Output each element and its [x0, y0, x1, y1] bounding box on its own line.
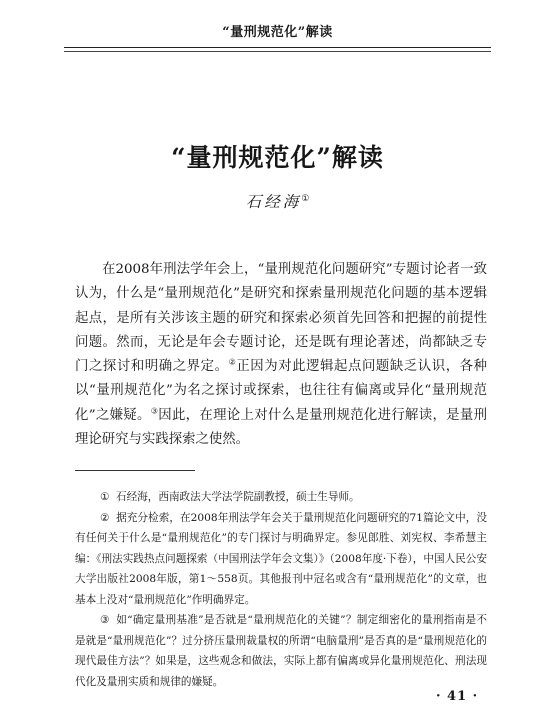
- author-line: [0, 190, 555, 212]
- footnote-1: [75, 487, 487, 508]
- article-title: “量刑规范化”解读: [171, 143, 384, 172]
- footnote-mark: ③: [100, 614, 110, 626]
- footnote-text: 如“确定量刑基准”是否就是“量刑规范化的关键”？制定细密化的量刑指南是不是就是“量刑规范化”？过分挤压量刑裁量权的所谓“电脑量刑”是否真的是“量刑规范化的现代最佳方法”？如果是，这些观念和做法，实际上都有偏离或异化量刑规范化、刑法现代化及量刑实质和规律的嫌疑。: [75, 614, 487, 688]
- footnote-mark: ②: [100, 511, 110, 524]
- body-text-part-2: 正因为对此逻辑起点问题缺乏认识，各种以“量刑规范化”为名之探讨或探索，也往往有偏离或异化“量刑规范化”之嫌疑。: [75, 359, 488, 423]
- footnote-separator: [75, 470, 195, 471]
- footnote-text: 石经海，西南政法大学法学院副教授，硕士生导师。: [116, 491, 360, 503]
- body-text-part-3: 因此，在理论上对什么是量刑规范化进行解读，是量刑理论研究与实践探索之使然。: [75, 407, 487, 448]
- footnote-2: [75, 508, 487, 611]
- footnote-ref-3: ③: [150, 406, 159, 416]
- footnotes: [75, 487, 487, 692]
- footnote-text: 据充分检索，在2008年刑法学年会关于量刑规范化问题研究的71篇论文中，没有任何关于什么是“量刑规范化”的专门探讨与明确界定。参见郎胜、刘宪权、李希慧主编：《刑法实践热点问题探索（中国刑法学年会文集）》（2008年度·下卷），中国人民公安大学出版社2008年版，第1～558页。其他报刊中冠名或含有“量刑规范化”的文章，也基本上没对“量刑规范化”作明确界定。: [75, 511, 487, 606]
- header-rule-thin: [64, 51, 491, 52]
- footnote-mark: ①: [100, 491, 110, 503]
- page-number: · 41 ·: [436, 689, 479, 704]
- footnote-3: [75, 610, 487, 692]
- header-rule-thick: [64, 47, 491, 48]
- body-text-part-1: 在2008年刑法学年会上，“量刑规范化问题研究”专题讨论者一致认为，什么是“量刑规范化”是研究和探索量刑规范化问题的基本逻辑起点，是所有关涉该主题的研究和探索必须首先回答和把握的前提性问题。然而，无论是年会专题讨论，还是既有理论著述，尚都缺乏专门之探讨和明确之界定。: [75, 262, 487, 375]
- body-paragraph: [75, 258, 487, 452]
- author-note-mark: ①: [301, 193, 310, 204]
- footnote-ref-2: ②: [228, 357, 237, 367]
- running-head: “量刑规范化”解读: [222, 25, 333, 40]
- author-name: 石经海: [245, 193, 302, 211]
